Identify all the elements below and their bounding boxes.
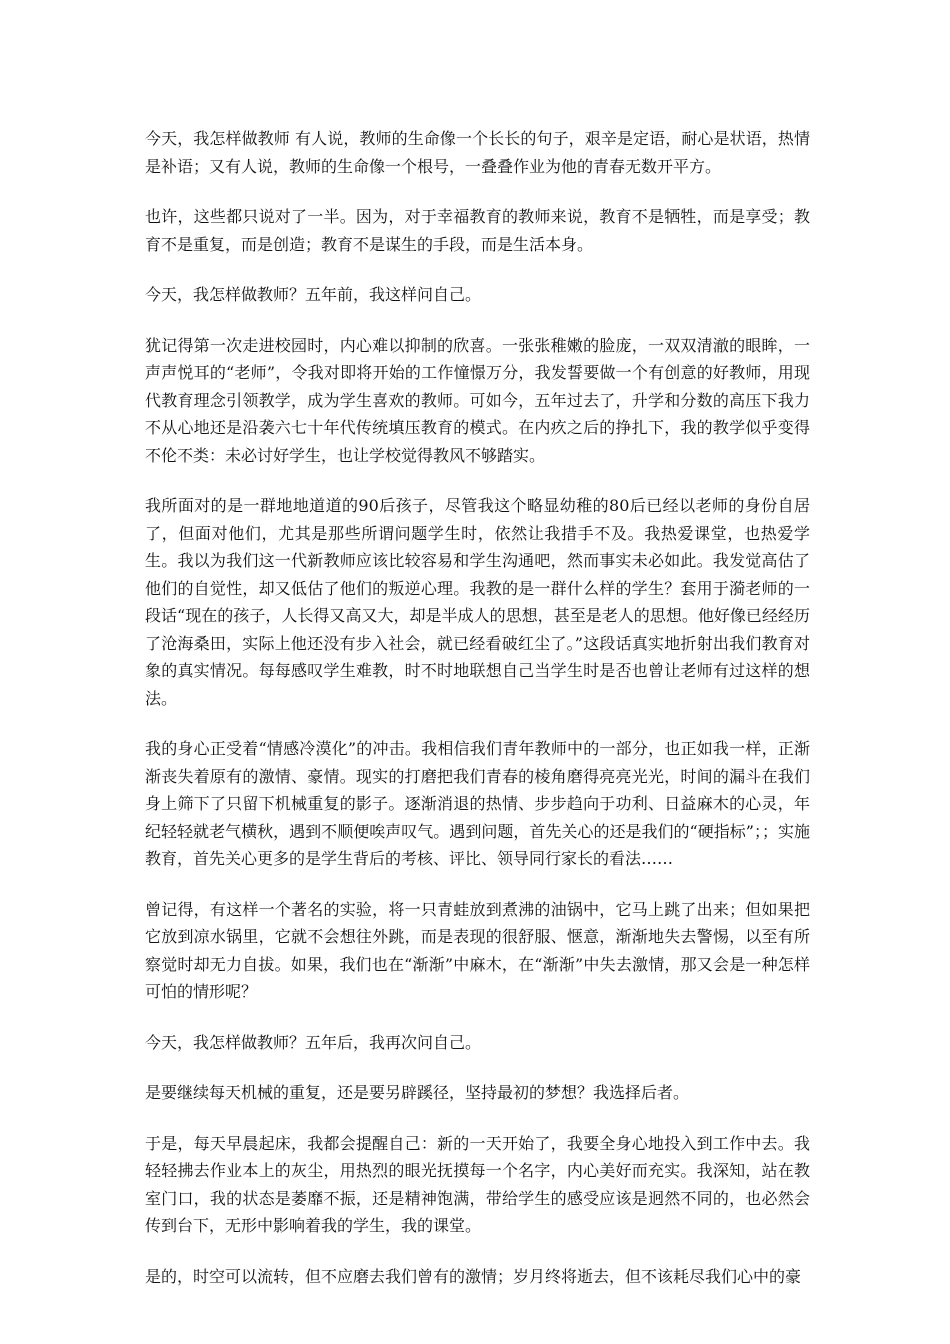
paragraph-6: 我的身心正受着“情感冷漠化”的冲击。我相信我们青年教师中的一部分，也正如我一样，正渐渐丧失着原有的激情、豪情。现实的打磨把我们青春的棱角磨得亮亮光光，时间的漏斗在我们身上筛下了只留下机械重复的影子。逐渐消退的热情、步步趋向于功利、日益麻木的心灵，年纪轻轻就老气横秋，遇到不顺便唉声叹气。遇到问题，首先关心的还是我们的“硬指标”；；实施教育，首先关心更多的是学生背后的考核、评比、领导同行家长的看法…… [145, 739, 810, 868]
paragraph-10: 于是，每天早晨起床，我都会提醒自己：新的一天开始了，我要全身心地投入到工作中去。我轻轻拂去作业本上的灰尘，用热烈的眼光抚摸每一个名字，内心美好而充实。我深知，站在教室门口，我的状态是萎靡不振，还是精神饱满，带给学生的感受应该是迥然不同的，也必然会传到台下，无形中影响着我的学生，我的课堂。 [145, 1133, 810, 1235]
paragraph-2: 也许，这些都只说对了一半。因为，对于幸福教育的教师来说，教育不是牺牲，而是享受；教育不是重复，而是创造；教育不是谋生的手段，而是生活本身。 [145, 207, 810, 254]
paragraph-7: 曾记得，有这样一个著名的实验，将一只青蛙放到煮沸的油锅中，它马上跳了出来；但如果把它放到凉水锅里，它就不会想往外跳，而是表现的很舒服、惬意，渐渐地失去警惕，以至有所察觉时却无力自拔。如果，我们也在“渐渐”中麻木，在“渐渐”中失去激情，那又会是一种怎样可怕的情形呢？ [145, 899, 810, 1001]
paragraph-5: 我所面对的是一群地地道道的90后孩子，尽管我这个略显幼稚的80后已经以老师的身份自居了，但面对他们，尤其是那些所谓问题学生时，依然让我措手不及。我热爱课堂，也热爱学生。我以为我们这一代新教师应该比较容易和学生沟通吧，然而事实未必如此。我发觉高估了他们的自觉性，却又低估了他们的叛逆心理。我教的是一群什么样的学生？套用于漪老师的一段话“现在的孩子，人长得又高又大，却是半成人的思想，甚至是老人的思想。他好像已经经历了沧海桑田，实际上他还没有步入社会，就已经看破红尘了。”这段话真实地折射出我们教育对象的真实情况。每每感叹学生难教，时不时地联想自己当学生时是否也曾让老师有过这样的想法。 [145, 496, 810, 708]
paragraph-4: 犹记得第一次走进校园时，内心难以抑制的欣喜。一张张稚嫩的脸庞，一双双清澈的眼眸，一声声悦耳的“老师”，令我对即将开始的工作憧憬万分，我发誓要做一个有创意的好教师，用现代教育理念引领教学，成为学生喜欢的教师。可如今，五年过去了，升学和分数的高压下我力不从心地还是沿袭六七十年代传统填压教育的模式。在内疚之后的挣扎下，我的教学似乎变得不伦不类：未必讨好学生，也让学校觉得教风不够踏实。 [145, 335, 810, 465]
paragraph-1: 今天，我怎样做教师 有人说，教师的生命像一个长长的句子，艰辛是定语，耐心是状语，热情是补语；又有人说，教师的生命像一个根号，一叠叠作业为他的青春无数开平方。 [145, 129, 810, 176]
paragraph-3: 今天，我怎样做教师？五年前，我这样问自己。 [145, 285, 482, 304]
paragraph-8: 今天，我怎样做教师？五年后，我再次问自己。 [145, 1032, 482, 1052]
paragraph-11: 是的，时空可以流转，但不应磨去我们曾有的激情；岁月终将逝去，但不该耗尽我们心中的豪 [145, 1266, 802, 1286]
document-page [145, 125, 810, 1313]
paragraph-9: 是要继续每天机械的重复，还是要另辟蹊径，坚持最初的梦想？我选择后者。 [145, 1083, 690, 1102]
